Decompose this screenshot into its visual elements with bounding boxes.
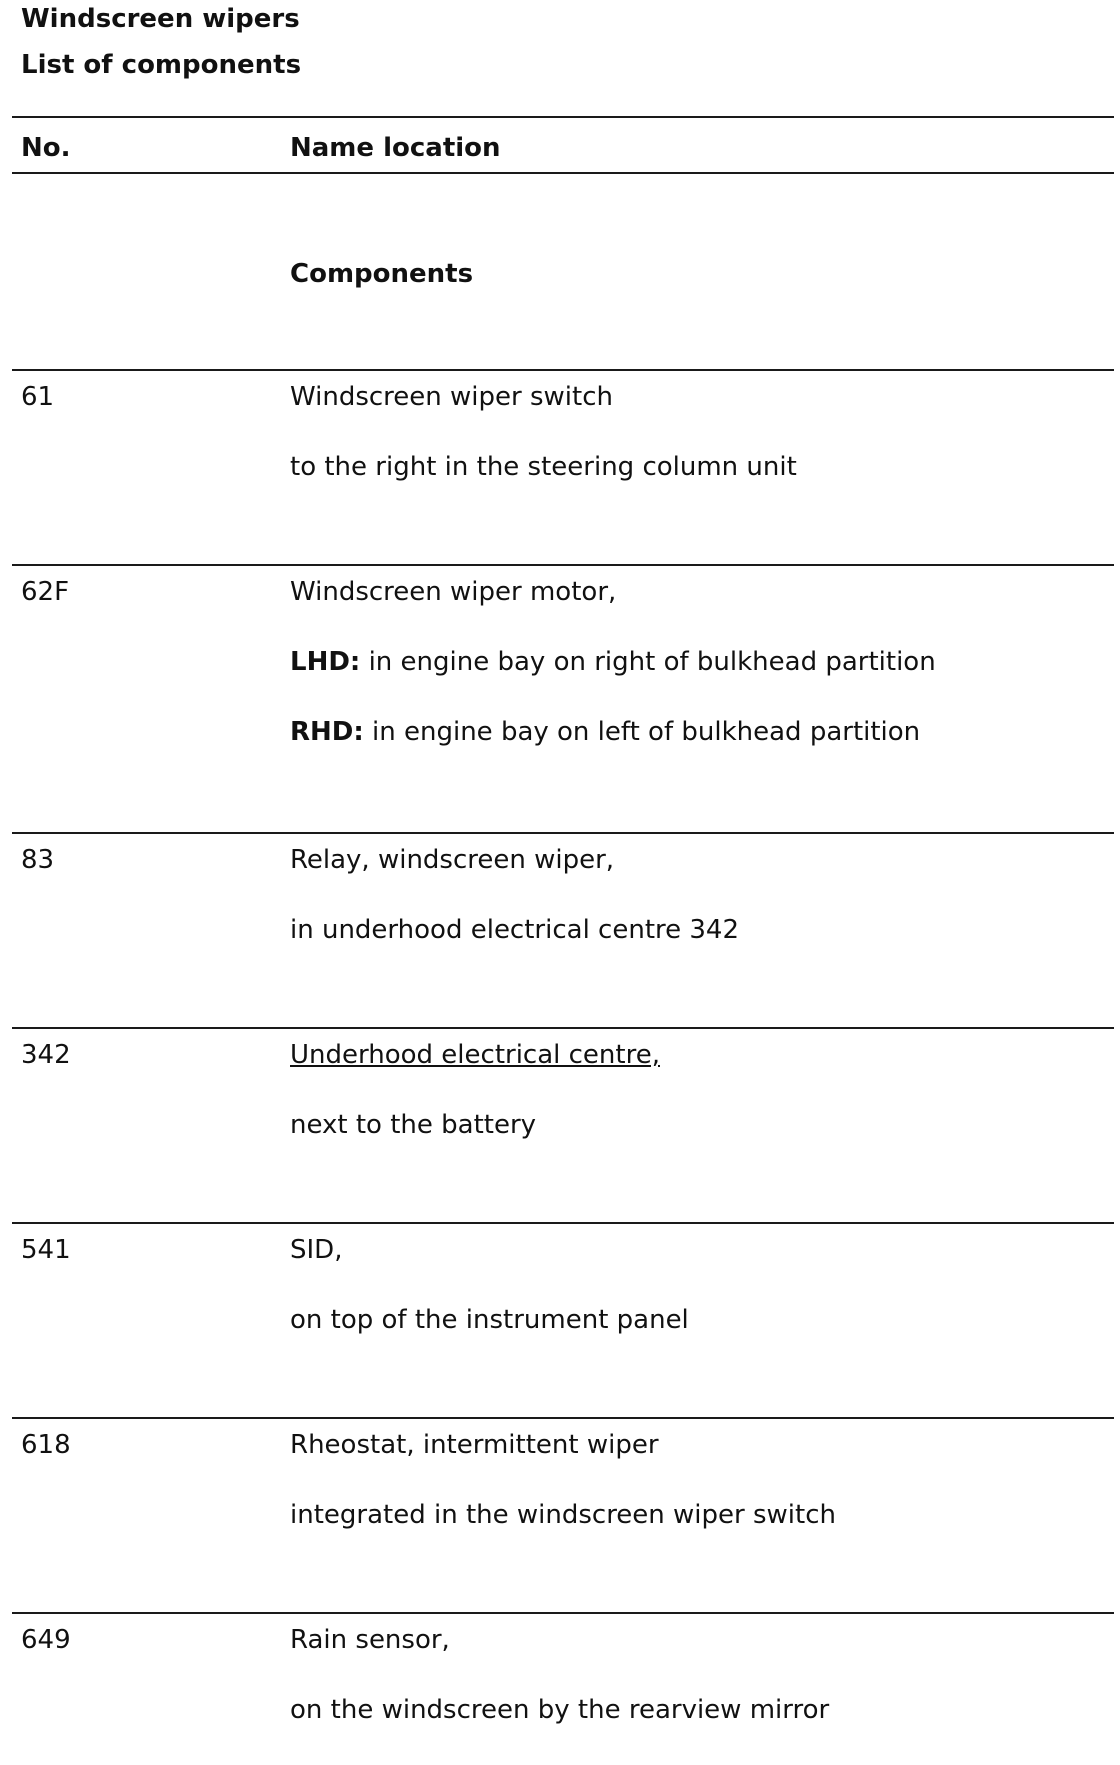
section-heading: Components — [290, 259, 474, 289]
component-description — [290, 382, 797, 522]
row-divider — [12, 369, 1114, 371]
component-location — [290, 717, 936, 747]
line-text: in underhood electrical centre 342 — [290, 915, 740, 945]
component-name — [290, 1430, 836, 1460]
row-divider — [12, 832, 1114, 834]
component-description — [290, 1235, 689, 1375]
component-description — [290, 845, 739, 985]
row-divider — [12, 564, 1114, 566]
component-number: 62F — [21, 577, 70, 607]
component-number: 83 — [21, 845, 55, 875]
component-number: 649 — [21, 1625, 71, 1655]
component-location — [290, 1110, 660, 1140]
line-text: Underhood electrical centre, — [290, 1040, 660, 1070]
component-name — [290, 577, 936, 607]
line-text: in engine bay on right of bulkhead partition — [360, 647, 936, 677]
page-subtitle: List of components — [21, 50, 302, 80]
component-number: 61 — [21, 382, 55, 412]
component-description — [290, 1040, 660, 1180]
header-bottom-rule — [12, 172, 1114, 174]
component-location — [290, 647, 936, 677]
drive-side-label: LHD: — [290, 647, 361, 677]
drive-side-label: RHD: — [290, 717, 364, 747]
column-header-name-location: Name location — [290, 133, 501, 163]
component-location — [290, 452, 797, 482]
page-title: Windscreen wipers — [21, 4, 300, 34]
component-number: 618 — [21, 1430, 71, 1460]
line-text: on top of the instrument panel — [290, 1305, 689, 1335]
component-location — [290, 915, 739, 945]
line-text: to the right in the steering column unit — [290, 452, 797, 482]
component-description — [290, 1625, 829, 1765]
line-text: next to the battery — [290, 1110, 537, 1140]
line-text: Rain sensor, — [290, 1625, 450, 1655]
row-divider — [12, 1612, 1114, 1614]
component-description — [290, 577, 936, 787]
component-location — [290, 1305, 689, 1335]
component-name — [290, 845, 739, 875]
component-description — [290, 1430, 836, 1570]
line-text: Rheostat, intermittent wiper — [290, 1430, 659, 1460]
component-name — [290, 1235, 689, 1265]
component-name — [290, 382, 797, 412]
table-top-rule — [12, 116, 1114, 118]
component-number: 342 — [21, 1040, 71, 1070]
line-text: Windscreen wiper motor, — [290, 577, 617, 607]
component-location — [290, 1500, 836, 1530]
component-name — [290, 1040, 660, 1070]
line-text: Relay, windscreen wiper, — [290, 845, 615, 875]
component-location — [290, 1695, 829, 1725]
line-text: Windscreen wiper switch — [290, 382, 613, 412]
line-text: integrated in the windscreen wiper switch — [290, 1500, 836, 1530]
line-text: on the windscreen by the rearview mirror — [290, 1695, 830, 1725]
component-number: 541 — [21, 1235, 71, 1265]
component-name — [290, 1625, 829, 1655]
line-text: SID, — [290, 1235, 343, 1265]
row-divider — [12, 1417, 1114, 1419]
line-text: in engine bay on left of bulkhead partition — [363, 717, 921, 747]
row-divider — [12, 1222, 1114, 1224]
row-divider — [12, 1027, 1114, 1029]
column-header-no: No. — [21, 133, 71, 163]
